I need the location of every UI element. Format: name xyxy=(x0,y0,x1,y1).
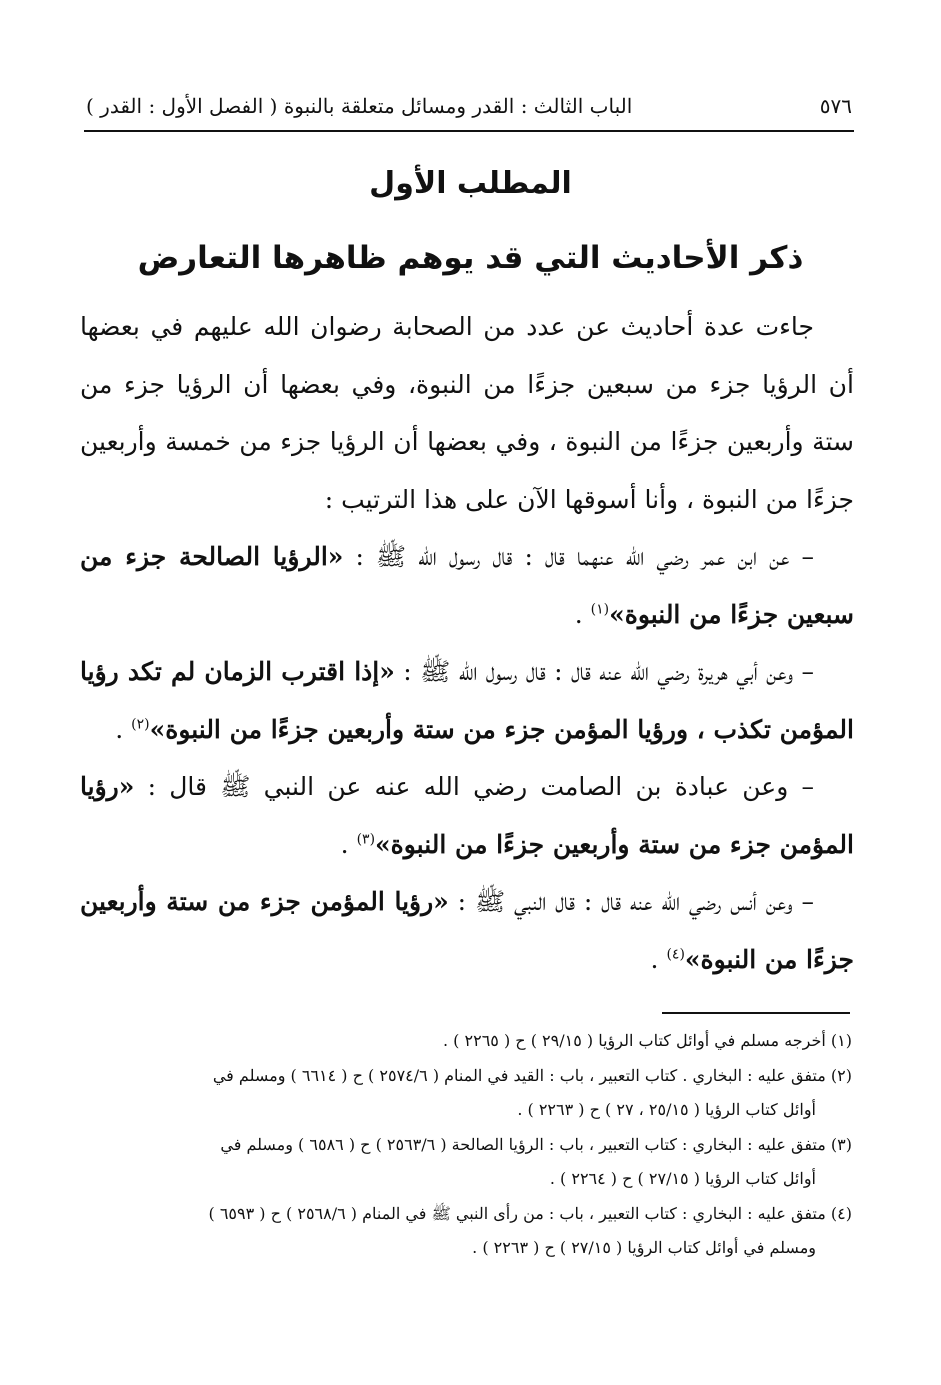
footnote-4: (٤) متفق عليه : البخاري : كتاب التعبير ، باب : من رأى النبي ﷺ في المنام ( ٢٥٦٨/٦ ) ح ( ٦٥٩٣ ) xyxy=(208,1203,852,1223)
hadith-lead: – عن ابن عمر رضي الله عنهما قال : قال رسول الله ﷺ : xyxy=(343,542,814,571)
footnote-1: (١) أخرجه مسلم في أوائل كتاب الرؤيا ( ٢٩/١٥ ) ح ( ٢٢٦٥ ) . xyxy=(443,1031,852,1050)
footnote-ref: (٤) xyxy=(666,946,685,963)
hadith-lead: – وعن عبادة بن الصامت رضي الله عنه عن النبي ﷺ قال : xyxy=(134,772,814,801)
hadith-paragraph xyxy=(80,758,854,873)
footnote-2-continued: أوائل كتاب الرؤيا ( ٢٥/١٥ ، ٢٧ ) ح ( ٢٢٦٣ ) . xyxy=(517,1100,816,1119)
footnote-2: (٢) متفق عليه : البخاري . كتاب التعبير ، باب : القيد في المنام ( ٢٥٧٤/٦ ) ح ( ٦٦١٤ ) ومسلم في xyxy=(212,1065,852,1085)
footnote-4-continued: ومسلم في أوائل كتاب الرؤيا ( ٢٧/١٥ ) ح ( ٢٢٦٣ ) . xyxy=(472,1238,816,1257)
hadith-text: «الرؤيا الصالحة جزء من سبعين جزءًا من النبوة» xyxy=(80,542,854,629)
end-mark: . xyxy=(115,714,132,744)
footnote-ref: (٣) xyxy=(356,831,376,848)
hadith-text: «رؤيا المؤمن جزء من ستة وأربعين جزءًا من النبوة» xyxy=(80,887,854,974)
page-number: ٥٧٦ xyxy=(819,94,852,118)
footnotes xyxy=(80,1024,852,1266)
running-title: الباب الثالث : القدر ومسائل متعلقة بالنبوة ( الفصل الأول : القدر ) xyxy=(86,94,633,118)
hadith-text: «رؤيا المؤمن جزء من ستة وأربعين جزءًا من النبوة» xyxy=(80,772,854,859)
hadith-text: «إذا اقترب الزمان لم تكد رؤيا المؤمن تكذب ، ورؤيا المؤمن جزء من ستة وأربعين جزءًا من النبوة» xyxy=(80,657,854,744)
intro-paragraph: جاءت عدة أحاديث عن عدد من الصحابة رضوان الله عليهم في بعضها أن الرؤيا جزء من سبعين جزءًا من النبوة، وفي بعضها أن الرؤيا جزء من ستة وأربعين جزءًا من النبوة ، وفي بعضها أن الرؤيا جزء من خمسة وأربعين جزءًا من النبوة ، وأنا أسوقها الآن على هذا الترتيب : xyxy=(80,312,854,514)
main-text xyxy=(80,298,854,988)
page-header xyxy=(86,86,852,126)
end-mark: . xyxy=(574,599,591,629)
header-rule xyxy=(84,130,854,132)
hadith-paragraph xyxy=(80,643,854,758)
section-title: المطلب الأول xyxy=(369,166,572,201)
footnote-3-continued: أوائل كتاب الرؤيا ( ٢٧/١٥ ) ح ( ٢٢٦٤ ) . xyxy=(549,1169,816,1188)
hadith-paragraph xyxy=(80,873,854,988)
end-mark: . xyxy=(650,944,667,974)
footnote-ref: (٢) xyxy=(131,716,150,733)
hadith-lead: – وعن أبي هريرة رضي الله عنه قال : قال رسول الله ﷺ : xyxy=(394,657,814,686)
hadith-lead: – وعن أنس رضي الله عنه قال : قال النبي ﷺ : xyxy=(448,887,814,916)
end-mark: . xyxy=(340,829,357,859)
footnote-3: (٣) متفق عليه : البخاري : كتاب التعبير ، باب : الرؤيا الصالحة ( ٢٥٦٣/٦ ) ح ( ٦٥٨٦ ) ومسلم في xyxy=(220,1134,852,1154)
hadith-paragraph xyxy=(80,528,854,643)
footnote-ref: (١) xyxy=(590,601,610,618)
section-heading: ذكر الأحاديث التي قد يوهم ظاهرها التعارض xyxy=(137,240,804,276)
footnote-rule xyxy=(662,1012,850,1014)
